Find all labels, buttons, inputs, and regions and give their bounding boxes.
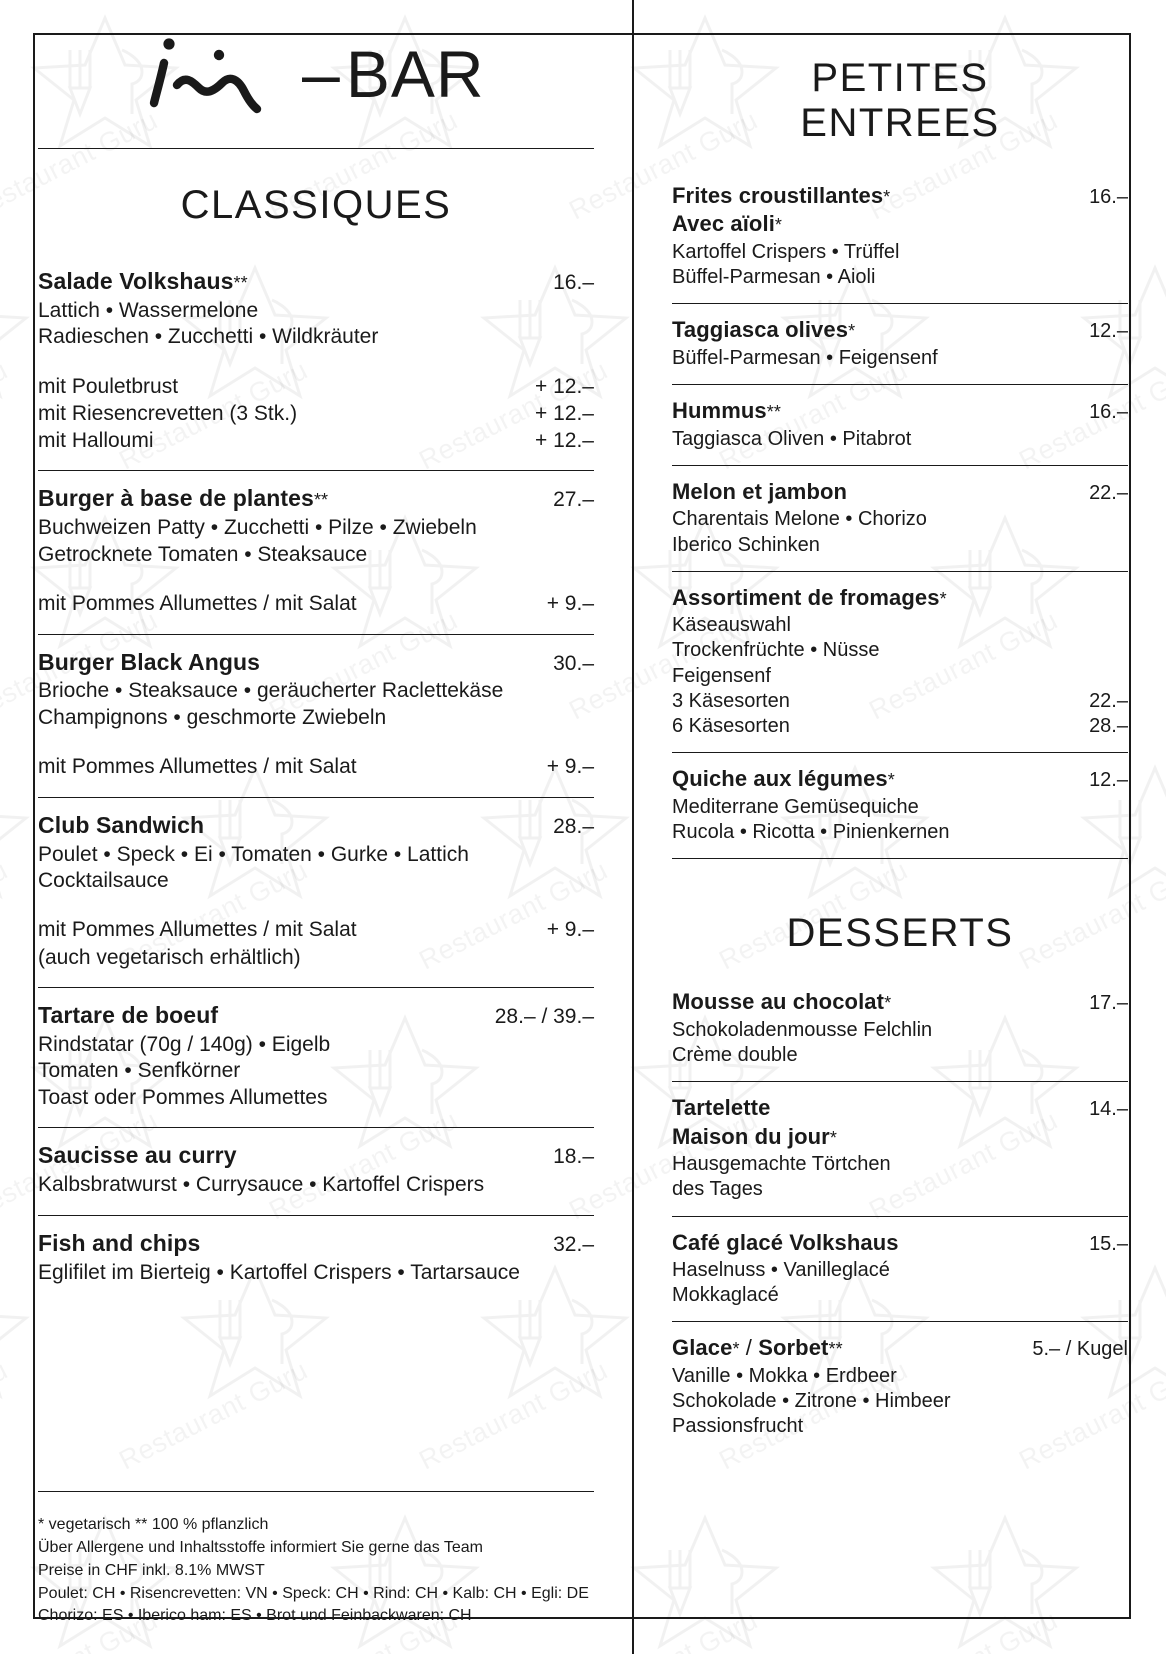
item-name-text: Melon et jambon bbox=[672, 478, 848, 504]
item-addon-row bbox=[38, 590, 594, 617]
item-description-line: des Tages bbox=[672, 1178, 763, 1201]
item-description-line: Mediterrane Gemüsequiche bbox=[672, 795, 919, 818]
item-description-line: Poulet • Speck • Ei • Tomaten • Gurke • Lattich bbox=[38, 842, 469, 866]
footnote-line: Chorizo: ES • Iberico ham: ES • Brot und Feinbackwaren: CH bbox=[38, 1607, 472, 1625]
item-name-text-2: Maison du jour bbox=[672, 1123, 830, 1149]
item-name-text: Hummus bbox=[672, 397, 767, 423]
item-description bbox=[672, 427, 1128, 452]
item-name-text: Assortiment de fromages bbox=[672, 584, 940, 610]
desserts-item-list bbox=[672, 976, 1128, 1453]
menu-item bbox=[38, 1127, 594, 1214]
item-addon-price: + 9.– bbox=[546, 918, 594, 942]
item-description bbox=[38, 1032, 594, 1111]
item-name-text: Tartare de boeuf bbox=[38, 1002, 219, 1029]
menu-item bbox=[672, 303, 1128, 384]
item-description bbox=[672, 1364, 1128, 1440]
item-description-line: Lattich • Wassermelone bbox=[38, 298, 259, 322]
item-description bbox=[38, 678, 594, 731]
footnote-line: Preise in CHF inkl. 8.1% MWST bbox=[38, 1561, 265, 1579]
brand-dash: – bbox=[302, 36, 340, 112]
item-name-text: Café glacé Volkshaus bbox=[672, 1229, 899, 1255]
item-header-row bbox=[672, 1229, 1128, 1258]
item-name-superscript: * bbox=[883, 186, 891, 207]
menu-item bbox=[38, 254, 594, 471]
item-addon-label: mit Halloumi bbox=[38, 429, 154, 453]
item-addons bbox=[38, 753, 594, 780]
item-name bbox=[38, 648, 260, 678]
item-description bbox=[38, 1260, 594, 1286]
item-price: 14.– bbox=[1089, 1097, 1128, 1120]
item-description-line: Büffel-Parmesan • Aioli bbox=[672, 265, 876, 288]
brand-word: BAR bbox=[345, 37, 485, 111]
item-name-superscript: ** bbox=[313, 490, 329, 511]
item-description bbox=[672, 795, 1128, 845]
item-addon-price: + 9.– bbox=[546, 755, 594, 779]
item-description-line: Tomaten • Senfkörner bbox=[38, 1059, 241, 1083]
item-price: 16.– bbox=[1089, 185, 1128, 208]
menu-item bbox=[38, 797, 594, 987]
item-description-line: Kartoffel Crispers • Trüffel bbox=[672, 240, 900, 263]
item-subrow bbox=[672, 714, 1128, 739]
item-addons bbox=[38, 916, 594, 971]
item-subrow-price: 22.– bbox=[1089, 689, 1128, 712]
item-header-row bbox=[672, 1094, 1128, 1123]
item-price: 32.– bbox=[553, 1232, 594, 1256]
item-description-line: Champignons • geschmorte Zwiebeln bbox=[38, 705, 387, 729]
item-addon-row bbox=[38, 427, 594, 454]
item-name bbox=[672, 584, 947, 613]
item-subrow-price: 28.– bbox=[1089, 715, 1128, 738]
item-name-superscript-2: * bbox=[829, 1127, 837, 1148]
item-description bbox=[38, 515, 594, 568]
footnote-line: * vegetarisch ** 100 % pflanzlich bbox=[38, 1516, 269, 1534]
item-name-text: Frites croustillantes bbox=[672, 182, 884, 208]
menu-item bbox=[672, 170, 1128, 304]
item-price: 28.– / 39.– bbox=[494, 1005, 594, 1029]
item-addon-row bbox=[38, 753, 594, 780]
item-name bbox=[672, 765, 895, 794]
item-addon-row bbox=[38, 916, 594, 943]
item-name-superscript: * bbox=[732, 1339, 740, 1360]
item-name bbox=[672, 397, 781, 426]
item-name-second-line bbox=[672, 1123, 837, 1152]
item-price: 18.– bbox=[553, 1145, 594, 1169]
item-header-row bbox=[672, 1334, 1128, 1363]
item-name bbox=[38, 267, 248, 297]
item-price: 12.– bbox=[1089, 769, 1128, 792]
item-addon-label: mit Riesencrevetten (3 Stk.) bbox=[38, 401, 298, 425]
item-name bbox=[38, 811, 204, 841]
item-description bbox=[672, 1018, 1128, 1068]
item-name-text: Saucisse au curry bbox=[38, 1142, 237, 1169]
item-name bbox=[38, 1001, 218, 1031]
item-header-row bbox=[38, 267, 594, 297]
menu-item bbox=[672, 1216, 1128, 1322]
item-header-row bbox=[672, 316, 1128, 345]
item-description-line: Getrocknete Tomaten • Steaksauce bbox=[38, 542, 368, 566]
item-addon-price: + 12.– bbox=[535, 429, 594, 453]
right-column-inner bbox=[634, 0, 1166, 1453]
item-description-line: Charentais Melone • Chorizo bbox=[672, 508, 927, 531]
item-name bbox=[672, 182, 890, 211]
item-description bbox=[672, 1152, 1128, 1202]
classiques-item-list bbox=[38, 254, 594, 1302]
menu-item bbox=[38, 1215, 594, 1302]
menu-item bbox=[672, 976, 1128, 1081]
menu-item bbox=[672, 1321, 1128, 1452]
desserts-title-wrap bbox=[672, 859, 1128, 976]
item-name-superscript: * bbox=[887, 770, 895, 791]
item-price: 17.– bbox=[1089, 991, 1128, 1014]
item-addon-label: mit Pommes Allumettes / mit Salat bbox=[38, 918, 357, 942]
menu-item bbox=[38, 634, 594, 797]
item-description bbox=[672, 507, 1128, 557]
item-description-line: Buchweizen Patty • Zucchetti • Pilze • Zwiebeln bbox=[38, 516, 477, 540]
item-addons bbox=[38, 590, 594, 617]
item-price: 12.– bbox=[1089, 320, 1128, 343]
item-addon-note: (auch vegetarisch erhältlich) bbox=[38, 945, 301, 969]
item-name-text: Tartelette bbox=[672, 1094, 771, 1120]
item-addon-label: mit Pouletbrust bbox=[38, 374, 179, 398]
menu-right-column bbox=[634, 0, 1166, 1654]
item-name-superscript: * bbox=[884, 992, 892, 1013]
item-addon-label: mit Pommes Allumettes / mit Salat bbox=[38, 755, 357, 779]
item-description bbox=[672, 1258, 1128, 1308]
item-subrow-label: 3 Käsesorten bbox=[672, 689, 790, 712]
item-name-text: Burger à base de plantes bbox=[38, 485, 314, 512]
item-description-line: Hausgemachte Törtchen bbox=[672, 1153, 891, 1176]
section-title-desserts: DESSERTS bbox=[786, 911, 1014, 956]
item-subrow-label: 6 Käsesorten bbox=[672, 715, 790, 738]
item-description-line: Schokoladenmousse Felchlin bbox=[672, 1018, 933, 1041]
item-description-line: Mokkaglacé bbox=[672, 1284, 779, 1307]
item-addon-price: + 12.– bbox=[535, 374, 594, 398]
menu-item bbox=[38, 470, 594, 633]
item-price: 5.– / Kugel bbox=[1032, 1338, 1128, 1361]
item-description-line: Haselnuss • Vanilleglacé bbox=[672, 1259, 890, 1282]
item-description-line: Cocktailsauce bbox=[38, 869, 169, 893]
item-addon-price: + 12.– bbox=[535, 401, 594, 425]
item-name-text: Burger Black Angus bbox=[38, 648, 261, 675]
item-name-text: Quiche aux légumes bbox=[672, 766, 888, 792]
item-price: 27.– bbox=[553, 488, 594, 512]
item-description-line: Toast oder Pommes Allumettes bbox=[38, 1085, 328, 1109]
menu-item bbox=[672, 384, 1128, 465]
item-price: 15.– bbox=[1089, 1232, 1128, 1255]
item-price: 30.– bbox=[553, 651, 594, 675]
item-name bbox=[38, 1141, 237, 1171]
menu-item bbox=[672, 1081, 1128, 1216]
item-name-superscript: * bbox=[848, 321, 856, 342]
item-description-line: Eglifilet im Bierteig • Kartoffel Crispers • Tartarsauce bbox=[38, 1260, 520, 1284]
item-description-line: Rindstatar (70g / 140g) • Eigelb bbox=[38, 1032, 331, 1056]
item-addon-row bbox=[38, 373, 594, 400]
item-name-superscript: ** bbox=[233, 272, 248, 293]
item-description-line: Vanille • Mokka • Erdbeer bbox=[672, 1365, 897, 1388]
item-description bbox=[38, 842, 594, 895]
item-header-row bbox=[38, 1001, 594, 1031]
item-description-line: Käseauswahl bbox=[672, 614, 791, 637]
item-description-line: Schokolade • Zitrone • Himbeer bbox=[672, 1390, 951, 1413]
item-description-line: Rucola • Ricotta • Pinienkernen bbox=[672, 821, 950, 843]
item-addon-price: + 9.– bbox=[546, 592, 594, 616]
item-name-superscript: * bbox=[939, 588, 947, 609]
item-header-row bbox=[38, 811, 594, 841]
section-title-classiques: CLASSIQUES bbox=[180, 183, 452, 227]
item-name-text-2: Avec aïoli bbox=[672, 211, 775, 237]
item-description bbox=[38, 298, 594, 351]
item-header-row bbox=[672, 765, 1128, 794]
menu-item bbox=[672, 752, 1128, 858]
item-description-line: Brioche • Steaksauce • geräucherter Raclettekäse bbox=[38, 679, 504, 703]
item-name-second-line bbox=[672, 210, 782, 239]
item-name bbox=[672, 478, 847, 507]
item-name bbox=[38, 484, 328, 514]
petites-entrees-title-wrap bbox=[672, 0, 1128, 170]
item-description-line: Büffel-Parmesan • Feigensenf bbox=[672, 346, 938, 369]
footnotes bbox=[38, 1514, 594, 1628]
item-header-row bbox=[38, 648, 594, 678]
item-name bbox=[38, 1229, 200, 1259]
item-description-line: Trockenfrüchte • Nüsse bbox=[672, 639, 880, 662]
item-name-text: Mousse au chocolat bbox=[672, 988, 885, 1014]
item-name-text: Club Sandwich bbox=[38, 811, 205, 838]
left-column-inner bbox=[0, 0, 632, 1302]
menu-item bbox=[672, 465, 1128, 571]
item-name-text: Glace bbox=[672, 1335, 733, 1361]
item-header-row bbox=[38, 1141, 594, 1171]
item-price: 22.– bbox=[1089, 481, 1128, 504]
entrees-item-list bbox=[672, 170, 1128, 859]
item-name bbox=[672, 1334, 843, 1363]
item-price: 16.– bbox=[1089, 400, 1128, 423]
item-description-line: Crème double bbox=[672, 1043, 798, 1066]
footnote-wrap bbox=[38, 1491, 594, 1628]
item-header-row bbox=[38, 484, 594, 514]
brand-logo bbox=[38, 0, 594, 148]
footnote-divider bbox=[38, 1491, 594, 1492]
item-header-row bbox=[672, 397, 1128, 426]
menu-item bbox=[672, 571, 1128, 753]
item-name bbox=[672, 1229, 899, 1258]
section-title-petites-entrees-line2: ENTREES bbox=[800, 100, 1000, 145]
item-name bbox=[672, 988, 891, 1017]
item-header-row bbox=[672, 988, 1128, 1017]
item-description-line: Iberico Schinken bbox=[672, 533, 820, 556]
item-header-row bbox=[672, 584, 1128, 613]
item-description-line: Radieschen • Zucchetti • Wildkräuter bbox=[38, 325, 379, 349]
item-price: 28.– bbox=[553, 814, 594, 838]
item-addons bbox=[38, 373, 594, 455]
item-name-superscript-2: * bbox=[774, 215, 783, 236]
item-description bbox=[672, 240, 1128, 290]
item-addon-row bbox=[38, 400, 594, 427]
item-description-line: Taggiasca Oliven • Pitabrot bbox=[672, 427, 912, 450]
item-description-line: Kalbsbratwurst • Currysauce • Kartoffel Crispers bbox=[38, 1173, 485, 1197]
item-name-text: Fish and chips bbox=[38, 1229, 201, 1256]
item-description bbox=[38, 1172, 594, 1198]
item-name-separator: / bbox=[739, 1335, 759, 1361]
item-header-row bbox=[672, 182, 1128, 211]
item-header-row-2 bbox=[672, 1123, 1128, 1152]
item-name-superscript-2: ** bbox=[828, 1339, 843, 1360]
menu-item bbox=[38, 987, 594, 1127]
item-name-text-2: Sorbet bbox=[758, 1335, 829, 1361]
item-name-superscript: ** bbox=[766, 401, 781, 422]
item-header-row bbox=[672, 478, 1128, 507]
section-title-petites-entrees-line1: PETITES bbox=[811, 56, 989, 100]
item-description bbox=[672, 613, 1128, 689]
item-price: 16.– bbox=[553, 270, 594, 294]
item-name bbox=[672, 316, 855, 345]
item-name bbox=[672, 1094, 770, 1123]
item-name-text: Salade Volkshaus bbox=[38, 267, 234, 294]
scribble-face-logo-icon bbox=[144, 29, 298, 119]
item-name-text: Taggiasca olives bbox=[672, 317, 849, 343]
item-description bbox=[672, 346, 1128, 371]
footnote-line: Poulet: CH • Risencrevetten: VN • Speck: CH • Rind: CH • Kalb: CH • Egli: DE bbox=[38, 1584, 589, 1602]
item-description-line: Feigensenf bbox=[672, 664, 771, 687]
classiques-title-wrap bbox=[38, 149, 594, 254]
item-addon-label: mit Pommes Allumettes / mit Salat bbox=[38, 592, 357, 616]
item-description-line: Passionsfrucht bbox=[672, 1415, 804, 1438]
item-subrow bbox=[672, 689, 1128, 714]
item-header-row bbox=[38, 1229, 594, 1259]
footnote-line: Über Allergene und Inhaltsstoffe informiert Sie gerne das Team bbox=[38, 1539, 483, 1557]
item-header-row-2 bbox=[672, 210, 1128, 239]
